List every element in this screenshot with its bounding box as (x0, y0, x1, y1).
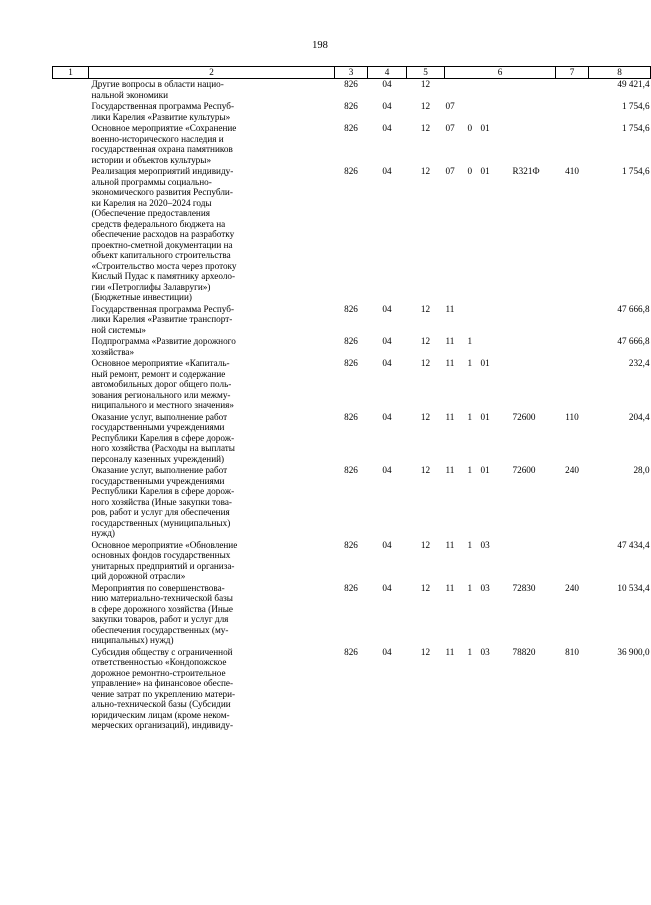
cell-event-code: 01 (480, 358, 490, 368)
row-description: Реализация мероприятий индивиду- альной программы социально- экономического развития Республи- ки Карелия на 2020–2024 годы (Обеспечение предоставления средств федерального бюджета на обеспечение расходов на разработку проектно-сметной документации на объект капитального строительства «Строительство моста через протоку Кислый Пудас к памятнику археоло- гии «Петроглифы Залавруги») (Бюджетные инвестиции) (91, 166, 237, 302)
cell-event-code: 03 (480, 646, 490, 657)
cell-amount: 49 421,4 (617, 79, 650, 89)
cell-subsection-code: 12 (420, 646, 431, 657)
cell-program-code: 07 (445, 123, 455, 133)
cell-ministry-code: 826 (344, 336, 358, 346)
row-description: Основное мероприятие «Обновление основных фондов государственных унитарных предприятий и организа- ций дорожной отрасли» (91, 539, 238, 581)
cell-subprogram-code: 1 (467, 358, 473, 368)
table-row (53, 647, 651, 732)
cell-section-code: 04 (382, 79, 392, 89)
cell-direction-code: 72600 (512, 411, 536, 422)
cell-subsection-code: 12 (420, 166, 431, 176)
cell-program-code: 11 (445, 358, 455, 368)
cell-expense-type (556, 540, 589, 583)
row-description: Государственная программа Респуб- лики Карелия «Развитие культуры» (91, 101, 235, 122)
cell-col-1 (53, 358, 89, 412)
table-row (53, 101, 651, 123)
cell-section-code: 04 (382, 411, 392, 422)
cell-expense-type (556, 336, 589, 358)
cell-ministry-code: 826 (344, 303, 358, 314)
page-number: 198 (312, 40, 328, 51)
cell-amount: 47 434,4 (617, 539, 650, 550)
cell-ministry-code: 826 (344, 539, 358, 550)
table-header-row (53, 67, 651, 79)
cell-direction-code: 78820 (512, 646, 536, 657)
cell-col-1 (53, 79, 89, 102)
cell-ministry-code: 826 (344, 101, 358, 111)
cell-subprogram-code: 1 (467, 411, 473, 422)
cell-expense-type (556, 304, 589, 337)
cell-subprogram-code: 1 (467, 465, 473, 475)
cell-subprogram-code: 1 (467, 582, 473, 593)
cell-section-code: 04 (382, 646, 392, 657)
cell-amount: 47 666,8 (617, 336, 650, 346)
cell-ministry-code: 826 (344, 465, 358, 475)
cell-event-code (480, 79, 512, 102)
cell-amount: 36 900,0 (617, 646, 650, 657)
table-row (53, 336, 651, 358)
table-row (53, 540, 651, 583)
cell-col-1 (53, 583, 89, 647)
cell-ministry-code: 826 (344, 646, 358, 657)
cell-subsection-code: 12 (420, 582, 431, 593)
table-header (53, 67, 651, 79)
cell-ministry-code: 826 (344, 582, 358, 593)
cell-program-code: 11 (445, 303, 455, 314)
cell-subsection-code: 12 (420, 123, 431, 133)
cell-section-code: 04 (382, 303, 392, 314)
cell-subprogram-code (467, 101, 480, 123)
cell-col-1 (53, 465, 89, 540)
budget-table (52, 66, 651, 732)
cell-subprogram-code: 1 (467, 646, 473, 657)
cell-subsection-code: 12 (420, 465, 431, 475)
cell-subsection-code: 12 (420, 411, 431, 422)
cell-subprogram-code: 0 (467, 166, 473, 176)
cell-direction-code (512, 101, 556, 123)
cell-program-code: 07 (445, 166, 455, 176)
cell-direction-code: 72600 (512, 465, 536, 475)
cell-section-code: 04 (382, 465, 392, 475)
cell-subsection-code: 12 (420, 358, 431, 368)
table-row (53, 358, 651, 412)
cell-section-code: 04 (382, 582, 392, 593)
cell-amount: 47 666,8 (617, 303, 650, 314)
cell-expense-type: 810 (565, 646, 579, 657)
cell-subprogram-code (467, 79, 480, 102)
cell-direction-code: R321Ф (512, 166, 540, 176)
cell-amount: 10 534,4 (617, 582, 650, 593)
cell-col-1 (53, 336, 89, 358)
cell-section-code: 04 (382, 101, 392, 111)
header-col-1: 1 (53, 67, 89, 79)
cell-section-code: 04 (382, 123, 392, 133)
cell-col-1 (53, 304, 89, 337)
cell-direction-code: 72830 (512, 582, 536, 593)
cell-program-code: 11 (445, 582, 455, 593)
table-row (53, 304, 651, 337)
table-body (53, 79, 651, 732)
cell-amount: 28,0 (633, 465, 650, 475)
table-row (53, 412, 651, 466)
cell-expense-type (556, 358, 589, 412)
table-row (53, 79, 651, 102)
row-description: Субсидия обществу с ограниченной ответственностью «Кондопожское дорожное ремонтно-строительное управление» на финансовое обеспе- чение затрат по укреплению матери- ально-технической базы (Субсидии юридическим лицам (кроме неком- мерческих организаций), индивиду- (91, 646, 236, 730)
cell-section-code: 04 (382, 539, 392, 550)
cell-direction-code (512, 79, 556, 102)
cell-section-code: 04 (382, 358, 392, 368)
cell-subsection-code: 12 (420, 336, 431, 346)
cell-subsection-code: 12 (420, 79, 431, 89)
cell-ministry-code: 826 (344, 411, 358, 422)
cell-amount: 204,4 (628, 411, 650, 422)
row-description: Оказание услуг, выполнение работ государственными учреждениями Республики Карелия в сфере дорож- ного хозяйства (Расходы на выплаты персоналу казенных учреждений) (91, 411, 235, 464)
cell-subsection-code: 12 (420, 539, 431, 550)
cell-direction-code (512, 540, 556, 583)
cell-amount: 1 754,6 (621, 123, 650, 133)
row-description: Подпрограмма «Развитие дорожного хозяйства» (91, 336, 236, 357)
cell-event-code (480, 336, 512, 358)
cell-subsection-code: 12 (420, 303, 431, 314)
cell-expense-type (556, 79, 589, 102)
row-description: Другие вопросы в области нацио- нальной экономики (91, 79, 224, 100)
cell-expense-type (556, 101, 589, 123)
cell-expense-type: 240 (565, 465, 579, 475)
row-description: Государственная программа Респуб- лики Карелия «Развитие транспорт- ной системы» (91, 303, 235, 335)
cell-event-code: 01 (480, 411, 490, 422)
cell-ministry-code: 826 (344, 166, 358, 176)
cell-amount: 1 754,6 (621, 166, 650, 176)
cell-amount: 232,4 (628, 358, 650, 368)
cell-col-1 (53, 101, 89, 123)
cell-subprogram-code: 0 (467, 123, 473, 133)
cell-expense-type: 110 (565, 411, 579, 422)
row-description: Оказание услуг, выполнение работ государственными учреждениями Республики Карелия в сфере дорож- ного хозяйства (Иные закупки това- ров, работ и услуг для обеспечения государственных (муниципальных) нужд) (91, 465, 235, 538)
header-col-3: 3 (335, 67, 368, 79)
cell-program-code: 11 (445, 465, 455, 475)
cell-subsection-code: 12 (420, 101, 431, 111)
cell-col-1 (53, 166, 89, 304)
cell-direction-code (512, 304, 556, 337)
cell-col-1 (53, 123, 89, 166)
table-row (53, 465, 651, 540)
cell-program-code: 11 (445, 539, 455, 550)
table-row (53, 166, 651, 304)
header-col-5: 5 (407, 67, 445, 79)
cell-amount: 1 754,6 (621, 101, 650, 111)
cell-ministry-code: 826 (344, 79, 358, 89)
cell-program-code (445, 79, 467, 102)
header-col-8: 8 (589, 67, 651, 79)
cell-section-code: 04 (382, 166, 392, 176)
table-row (53, 583, 651, 647)
cell-program-code: 11 (445, 646, 455, 657)
cell-program-code: 11 (445, 336, 455, 346)
header-col-7: 7 (556, 67, 589, 79)
cell-ministry-code: 826 (344, 358, 358, 368)
cell-expense-type: 410 (565, 166, 579, 176)
row-description: Основное мероприятие «Капиталь- ный ремонт, ремонт и содержание автомобильных дорог общего поль- зования регионального или межму- ниципального и местного значения» (91, 358, 234, 410)
cell-direction-code (512, 336, 556, 358)
header-col-4: 4 (368, 67, 407, 79)
cell-direction-code (512, 123, 556, 166)
cell-direction-code (512, 358, 556, 412)
cell-program-code: 07 (445, 101, 455, 111)
cell-program-code: 11 (445, 411, 455, 422)
cell-subprogram-code (467, 304, 480, 337)
row-description: Мероприятия по совершенствова- нию материально-технической базы в сфере дорожного хозяйства (Иные закупки товаров, работ и услуг для обеспечения государственных (му- ниципальных) нужд) (91, 582, 233, 645)
cell-subprogram-code: 1 (467, 539, 473, 550)
header-col-2: 2 (89, 67, 335, 79)
cell-event-code: 03 (480, 539, 490, 550)
cell-event-code (480, 101, 512, 123)
cell-event-code: 01 (480, 166, 490, 176)
cell-col-1 (53, 540, 89, 583)
cell-event-code: 03 (480, 582, 490, 593)
cell-col-1 (53, 412, 89, 466)
cell-expense-type: 240 (565, 582, 579, 593)
cell-subprogram-code: 1 (467, 336, 473, 346)
cell-event-code: 01 (480, 123, 490, 133)
cell-event-code (480, 304, 512, 337)
cell-section-code: 04 (382, 336, 392, 346)
table-row (53, 123, 651, 166)
header-col-6: 6 (445, 67, 556, 79)
cell-ministry-code: 826 (344, 123, 358, 133)
cell-expense-type (556, 123, 589, 166)
row-description: Основное мероприятие «Сохранение военно-исторического наследия и государственная охрана памятников истории и объектов культуры» (91, 123, 237, 165)
cell-col-1 (53, 647, 89, 732)
cell-event-code: 01 (480, 465, 490, 475)
